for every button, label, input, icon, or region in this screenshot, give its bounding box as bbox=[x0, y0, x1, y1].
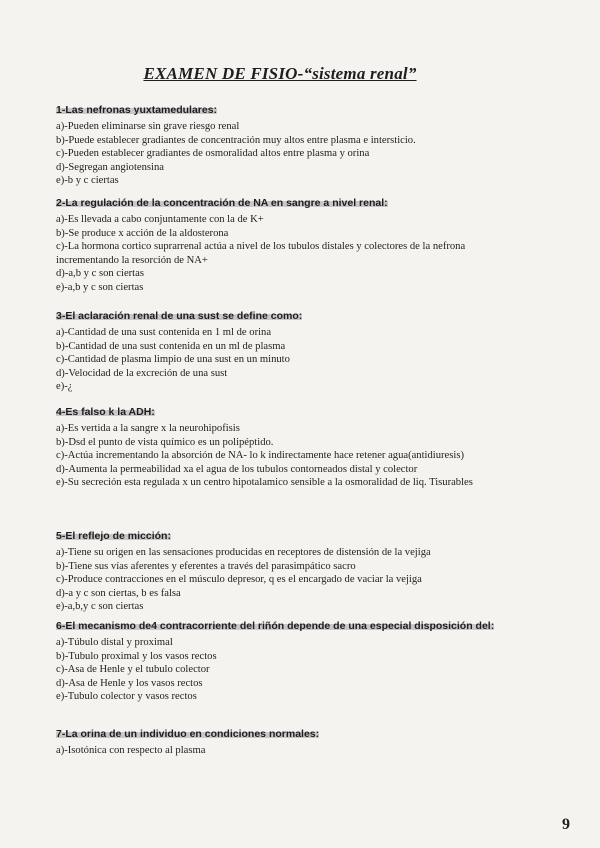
option-b: b)-Puede establecer gradiantes de concentración muy altos entre plasma e intersticio. bbox=[56, 134, 416, 146]
option-c: c)-Cantidad de plasma limpio de una sust en un minuto bbox=[56, 354, 290, 366]
option-c: c)-Actúa incrementando la absorción de NA- lo k indirectamente hace retener agua(antidiuresis) bbox=[56, 450, 464, 462]
option-a: a)-Es llevada a cabo conjuntamente con la de K+ bbox=[56, 214, 264, 225]
option-b: b)-Se produce x acción de la aldosterona bbox=[56, 227, 229, 239]
option-b: b)-Cantidad de una sust contenida en un ml de plasma bbox=[56, 340, 286, 352]
option-a: a)-Pueden eliminarse sin grave riesgo renal bbox=[56, 121, 240, 132]
option-d: d)-Aumenta la permeabilidad xa el agua de los tubulos contorneados distal y colector bbox=[56, 463, 418, 475]
question-title: 4-Es falso k la ADH: bbox=[56, 406, 155, 418]
option-d: d)-Segregan angiotensina bbox=[56, 161, 164, 173]
option-e: e)-Tubulo colector y vasos rectos bbox=[56, 691, 197, 703]
question-5 bbox=[56, 526, 486, 614]
question-title: 6-El mecanismo de4 contracorriente del riñón depende de una especial disposición del: bbox=[56, 620, 495, 632]
option-c: c)-Asa de Henle y el tubulo colector bbox=[56, 664, 210, 676]
option-d: d)-Asa de Henle y los vasos rectos bbox=[56, 677, 203, 689]
option-d: d)-a y c son ciertas, b es falsa bbox=[56, 587, 181, 599]
option-b: b)-Tubulo proximal y los vasos rectos bbox=[56, 650, 217, 662]
question-title: 3-El aclaración renal de una sust se define como: bbox=[56, 310, 303, 322]
question-title: 1-Las nefronas yuxtamedulares: bbox=[56, 104, 218, 116]
question-title: 2-La regulación de la concentración de NA en sangre a nivel renal: bbox=[56, 197, 388, 209]
option-a: a)-Tiene su origen en las sensaciones producidas en receptores de distensión de la vejiga bbox=[56, 547, 431, 558]
question-title: 7-La orina de un individuo en condiciones normales: bbox=[56, 728, 320, 740]
question-2 bbox=[56, 193, 486, 295]
option-c: c)-La hormona cortico suprarrenal actúa a nivel de los tubulos distales y colectores de la nefrona incrementando la resorción de NA+ bbox=[56, 241, 466, 266]
option-b: b)-Tiene sus vías aferentes y eferentes a través del parasimpático sacro bbox=[56, 560, 356, 572]
option-e: e)-Su secreción esta regulada x un centro hipotalamico sensible a la osmoralidad de liq. Tisurables bbox=[56, 477, 473, 489]
option-d: d)-a,b y c son ciertas bbox=[56, 268, 144, 280]
question-6 bbox=[56, 616, 506, 704]
option-a: a)-Es vertida a la sangre x la neurohipofisis bbox=[56, 423, 240, 434]
option-b: b)-Dsd el punto de vista químico es un polipéptido. bbox=[56, 436, 274, 448]
page-mark: 9 bbox=[562, 816, 570, 833]
question-title: 5-El reflejo de micción: bbox=[56, 530, 171, 542]
option-e: e)-a,b y c son ciertas bbox=[56, 281, 144, 293]
option-c: c)-Produce contracciones en el músculo depresor, q es el encargado de vaciar la vejiga bbox=[56, 574, 422, 586]
option-e: e)-a,b,y c son ciertas bbox=[56, 601, 144, 613]
option-e: e)-b y c ciertas bbox=[56, 175, 119, 187]
option-d: d)-Velocidad de la excreción de una sust bbox=[56, 367, 228, 379]
question-4 bbox=[56, 402, 486, 490]
question-7 bbox=[56, 724, 486, 758]
option-e: e)-¿ bbox=[56, 381, 73, 393]
exam-title: EXAMEN DE FISIO-“sistema renal” bbox=[143, 64, 417, 83]
question-3 bbox=[56, 306, 486, 394]
question-1 bbox=[56, 100, 486, 188]
option-a: a)-Túbulo distal y proximal bbox=[56, 637, 173, 648]
option-a: a)-Cantidad de una sust contenida en 1 ml de orina bbox=[56, 327, 272, 338]
option-c: c)-Pueden establecer gradiantes de osmoralidad altos entre plasma y orina bbox=[56, 148, 370, 160]
option-a: a)-Isotónica con respecto al plasma bbox=[56, 745, 206, 756]
